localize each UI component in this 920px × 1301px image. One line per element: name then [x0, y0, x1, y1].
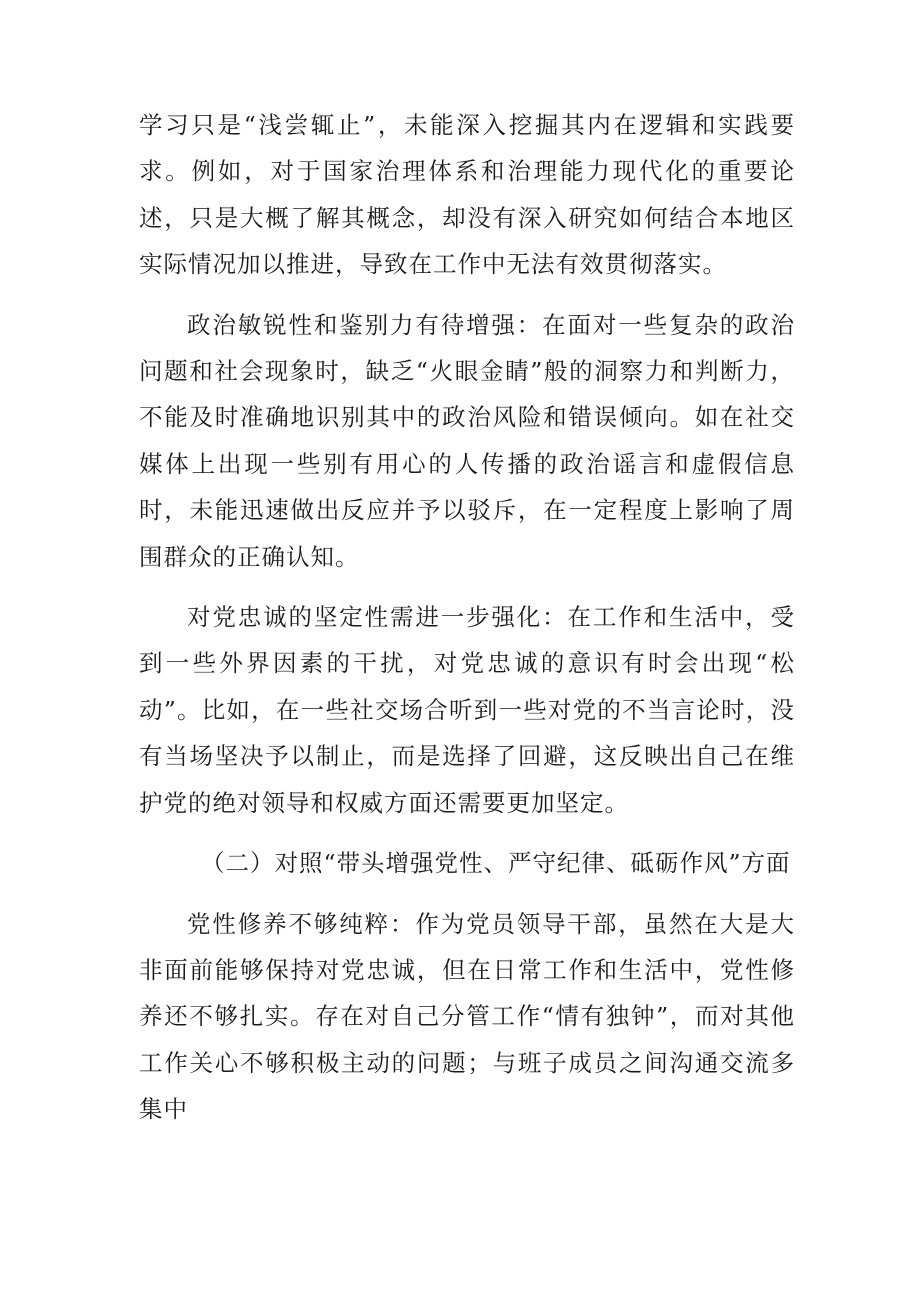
paragraph-continuation: 学习只是“浅尝辄止”，未能深入挖掘其内在逻辑和实践要求。例如，对于国家治理体系和治理能力现代化的重要论述，只是大概了解其概念，却没有深入研究如何结合本地区实际情况加以推进，导致在工作中无法有效贯彻落实。 — [139, 111, 795, 279]
document-body — [139, 102, 795, 1133]
paragraph-party-loyalty: 对党忠诚的坚定性需进一步强化：在工作和生活中，受到一些外界因素的干扰，对党忠诚的意识有时会出现“松动”。比如，在一些社交场合听到一些对党的不当言论时，没有当场坚决予以制止，而是选择了回避，这反映出自己在维护党的绝对领导和权威方面还需要更加坚定。 — [139, 603, 795, 817]
paragraph-political-sensitivity: 政治敏锐性和鉴别力有待增强：在面对一些复杂的政治问题和社会现象时，缺乏“火眼金睛”般的洞察力和判断力，不能及时准确地识别其中的政治风险和错误倾向。如在社交媒体上出现一些别有用心的人传播的政治谣言和虚假信息时，未能迅速做出反应并予以驳斥，在一定程度上影响了周围群众的正确认知。 — [139, 310, 795, 571]
paragraph-party-spirit: 党性修养不够纯粹：作为党员领导干部，虽然在大是大非面前能够保持对党忠诚，但在日常工作和生活中，党性修养还不够扎实。存在对自己分管工作“情有独钟”，而对其他工作关心不够积极主动的问题；与班子成员之间沟通交流多集中 — [139, 909, 795, 1124]
section-heading: （二）对照“带头增强党性、严守纪律、砥砺作风”方面 — [201, 849, 791, 878]
